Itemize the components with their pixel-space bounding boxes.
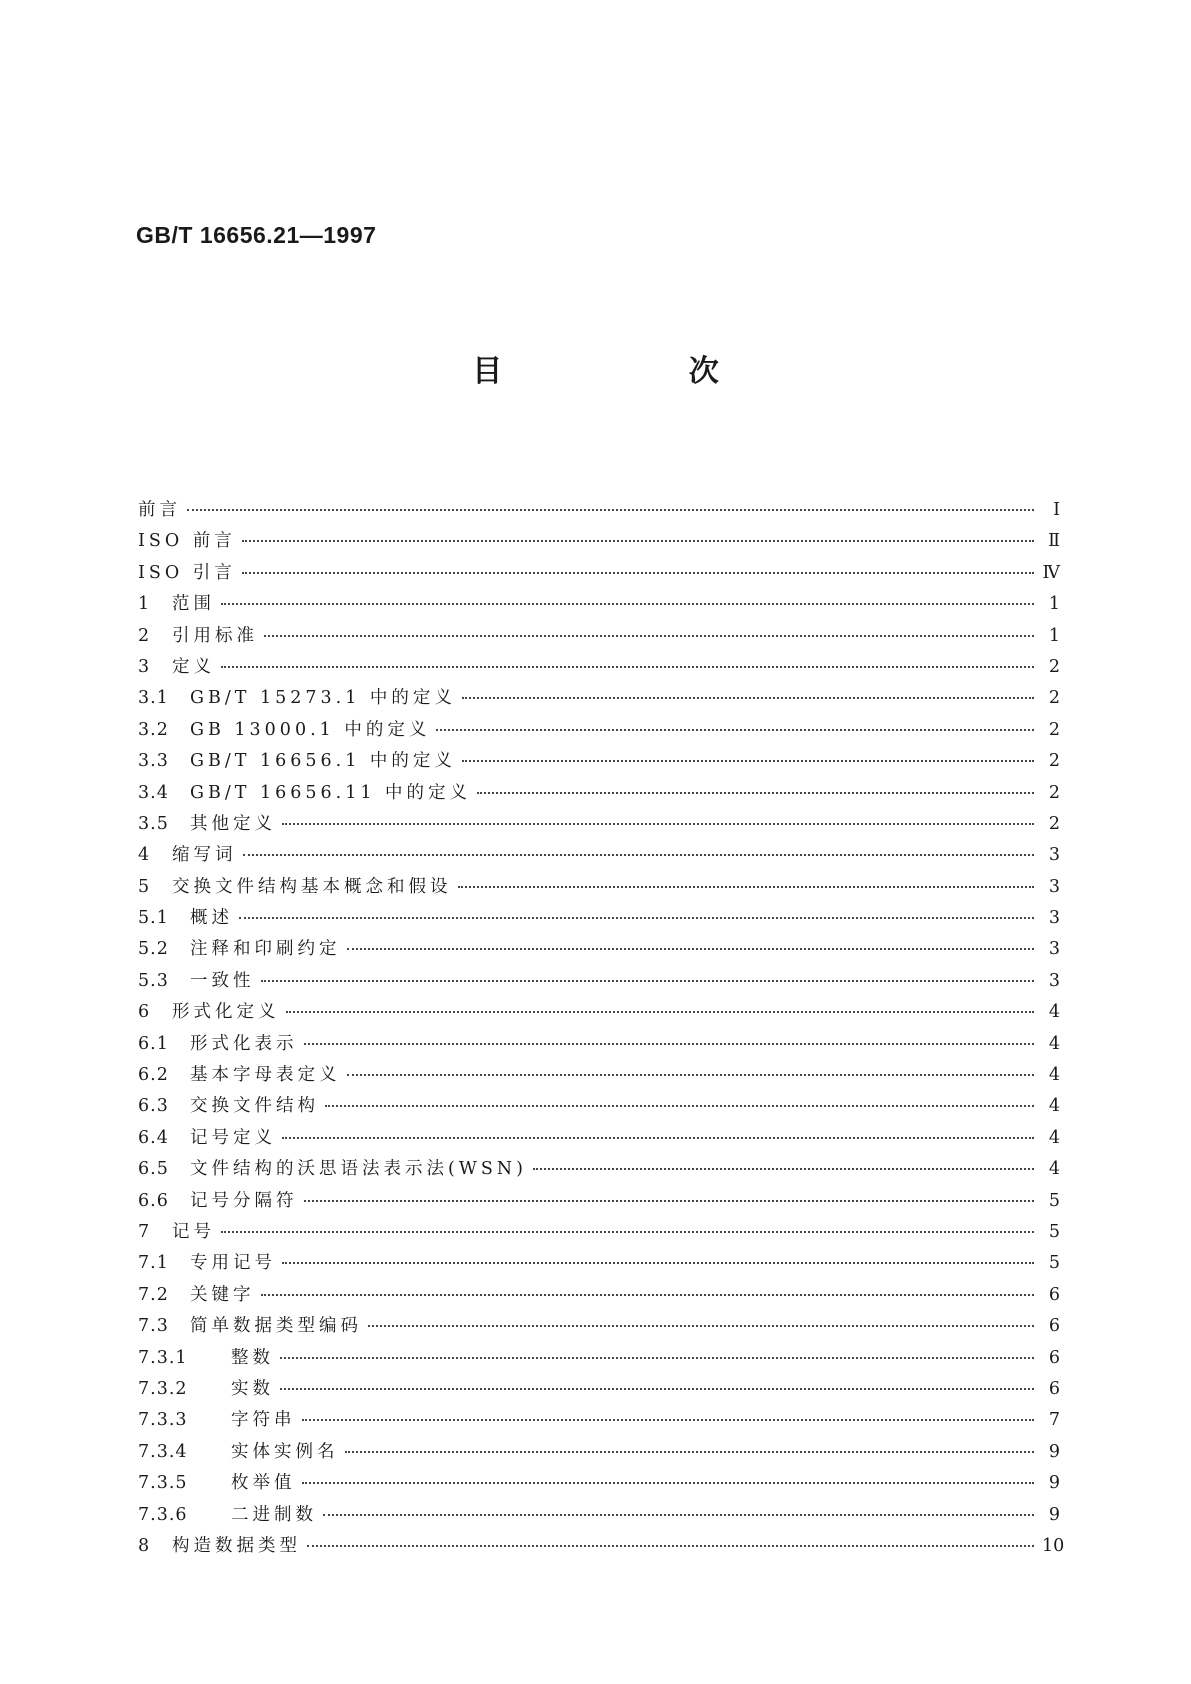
toc-entry-number: 7.3.5 <box>138 1473 188 1494</box>
toc-entry[interactable] <box>138 1124 1060 1155</box>
toc-entry[interactable] <box>138 1501 1060 1532</box>
toc-entry-page-number: 3 <box>1048 876 1060 897</box>
toc-entry-label: GB/T 15273.1 中的定义 <box>190 688 456 709</box>
toc-entry-page-number: 4 <box>1048 1096 1060 1117</box>
toc-entry-label: GB/T 16656.1 中的定义 <box>190 751 456 772</box>
toc-entry-label: 基本字母表定义 <box>190 1065 341 1086</box>
toc-entry-label: 一致性 <box>190 970 255 991</box>
toc-entry-label: 记号分隔符 <box>190 1190 298 1211</box>
dot-leader <box>302 1482 1035 1484</box>
toc-entry-number: 2 <box>138 625 151 646</box>
toc-entry[interactable] <box>138 1092 1060 1123</box>
toc-entry-label: 交换文件结构基本概念和假设 <box>172 876 452 897</box>
dot-leader <box>239 917 1034 919</box>
toc-entry-number: 5.3 <box>138 970 169 991</box>
toc-entry-label: 前言 <box>138 500 181 520</box>
toc-entry-number: 7.3 <box>138 1316 169 1337</box>
toc-entry[interactable] <box>138 1281 1060 1312</box>
dot-leader <box>477 792 1034 794</box>
toc-entry-number: 6.2 <box>138 1065 169 1086</box>
toc-entry-page-number: 4 <box>1048 1065 1060 1086</box>
dot-leader <box>242 572 1034 574</box>
toc-entry[interactable] <box>138 1406 1060 1437</box>
toc-entry-page-number: 6 <box>1048 1378 1060 1399</box>
dot-leader <box>261 980 1035 982</box>
toc-entry-number: 6.1 <box>138 1033 169 1054</box>
dot-leader <box>462 697 1034 699</box>
toc-entry-number: 5.2 <box>138 939 169 960</box>
dot-leader <box>323 1514 1034 1516</box>
toc-entry-label: 二进制数 <box>231 1504 317 1525</box>
toc-entry[interactable] <box>138 590 1060 621</box>
toc-entry-number: 3.3 <box>138 751 169 772</box>
toc-entry-page-number: 3 <box>1048 939 1060 960</box>
toc-entry-label: 关键字 <box>190 1284 255 1305</box>
toc-entry-number: 8 <box>138 1535 151 1556</box>
toc-entry[interactable] <box>138 873 1060 904</box>
toc-entry-page-number: 2 <box>1048 719 1060 740</box>
toc-entry[interactable] <box>138 653 1060 684</box>
toc-entry-page-number: Ⅰ <box>1053 500 1060 520</box>
toc-entry[interactable] <box>138 967 1060 998</box>
toc-entry-number: 7.3.6 <box>138 1504 188 1525</box>
dot-leader <box>462 760 1034 762</box>
toc-entry-number: 6.6 <box>138 1190 169 1211</box>
toc-entry[interactable] <box>138 1469 1060 1500</box>
toc-entry-label: 记号 <box>172 1221 215 1242</box>
dot-leader <box>282 1262 1034 1264</box>
page-title: 目 次 <box>472 354 807 389</box>
dot-leader <box>243 854 1035 856</box>
toc-entry-number: 5 <box>138 876 151 897</box>
toc-entry-number: 3 <box>138 656 151 677</box>
dot-leader <box>436 729 1034 731</box>
dot-leader <box>347 948 1035 950</box>
document-code: GB/T 16656.21—1997 <box>136 222 377 248</box>
toc-entry-page-number: 2 <box>1048 656 1060 677</box>
toc-entry-number: 7 <box>138 1221 151 1242</box>
dot-leader <box>280 1357 1034 1359</box>
toc-entry-number: 3.5 <box>138 813 169 834</box>
toc-entry-label: 定义 <box>172 656 215 677</box>
toc-entry-number: 7.3.4 <box>138 1441 188 1462</box>
toc-entry-label: ISO 前言 <box>138 531 236 552</box>
dot-leader <box>187 509 1034 511</box>
toc-entry-label: 范围 <box>172 594 215 615</box>
toc-entry-page-number: 9 <box>1048 1473 1060 1494</box>
toc-entry-page-number: 5 <box>1048 1253 1060 1274</box>
dot-leader <box>221 666 1034 668</box>
toc-entry-page-number: 6 <box>1048 1284 1060 1305</box>
toc-entry-page-number: 10 <box>1042 1535 1065 1556</box>
dot-leader <box>347 1074 1035 1076</box>
toc-entry-page-number: 4 <box>1048 1033 1060 1054</box>
dot-leader <box>458 886 1035 888</box>
toc-entry-page-number: Ⅱ <box>1048 531 1060 552</box>
dot-leader <box>345 1451 1035 1453</box>
toc-entry[interactable] <box>138 1155 1060 1186</box>
toc-entry-label: 记号定义 <box>190 1127 276 1148</box>
toc-entry-page-number: 5 <box>1048 1221 1060 1242</box>
toc-entry-label: 文件结构的沃思语法表示法(WSN) <box>190 1159 527 1180</box>
toc-entry[interactable] <box>138 527 1060 558</box>
dot-leader <box>304 1200 1035 1202</box>
dot-leader <box>302 1419 1035 1421</box>
toc-entry-label: 字符串 <box>231 1410 296 1431</box>
toc-entry-page-number: 3 <box>1048 908 1060 929</box>
table-of-contents <box>138 496 1065 1563</box>
toc-entry-page-number: 1 <box>1048 594 1060 615</box>
toc-entry-label: GB 13000.1 中的定义 <box>190 719 431 740</box>
toc-entry-number: 5.1 <box>138 908 169 929</box>
toc-entry[interactable] <box>138 1375 1060 1406</box>
toc-entry-number: 7.3.3 <box>138 1410 188 1431</box>
toc-entry-page-number: Ⅳ <box>1042 562 1060 583</box>
dot-leader <box>282 823 1034 825</box>
toc-entry[interactable] <box>138 1532 1065 1563</box>
toc-entry-number: 3.1 <box>138 688 169 709</box>
dot-leader <box>325 1105 1034 1107</box>
toc-entry-label: 简单数据类型编码 <box>190 1316 362 1337</box>
toc-entry[interactable] <box>138 810 1060 841</box>
toc-entry[interactable] <box>138 684 1060 715</box>
toc-entry[interactable] <box>138 841 1060 872</box>
toc-entry-page-number: 5 <box>1048 1190 1060 1211</box>
toc-entry-page-number: 9 <box>1048 1504 1060 1525</box>
toc-entry-label: 交换文件结构 <box>190 1096 319 1117</box>
toc-entry-label: 缩写词 <box>172 845 237 866</box>
toc-entry[interactable] <box>138 998 1060 1029</box>
toc-entry-number: 1 <box>138 594 151 615</box>
toc-entry[interactable] <box>138 496 1060 527</box>
toc-entry-number: 6 <box>138 1002 151 1023</box>
dot-leader <box>307 1545 1034 1547</box>
toc-entry[interactable] <box>138 747 1060 778</box>
dot-leader <box>264 635 1034 637</box>
toc-entry-page-number: 4 <box>1048 1002 1060 1023</box>
toc-entry-number: 7.1 <box>138 1253 169 1274</box>
toc-entry-label: 构造数据类型 <box>172 1535 301 1556</box>
toc-entry[interactable] <box>138 559 1060 590</box>
toc-entry-number: 4 <box>138 845 151 866</box>
toc-entry-number: 7.3.2 <box>138 1378 188 1399</box>
toc-entry-number: 3.2 <box>138 719 169 740</box>
dot-leader <box>221 1231 1034 1233</box>
toc-entry-page-number: 6 <box>1048 1347 1060 1368</box>
toc-entry[interactable] <box>138 1312 1060 1343</box>
toc-entry-number: 6.5 <box>138 1159 169 1180</box>
toc-entry-page-number: 4 <box>1048 1159 1060 1180</box>
dot-leader <box>368 1325 1034 1327</box>
toc-entry[interactable] <box>138 1187 1060 1218</box>
dot-leader <box>242 540 1034 542</box>
toc-entry[interactable] <box>138 1030 1060 1061</box>
toc-entry-label: 实体实例名 <box>231 1441 339 1462</box>
toc-entry-label: 注释和印刷约定 <box>190 939 341 960</box>
toc-entry-page-number: 6 <box>1048 1316 1060 1337</box>
toc-entry-page-number: 2 <box>1048 688 1060 709</box>
toc-entry-label: ISO 引言 <box>138 562 236 583</box>
toc-entry[interactable] <box>138 1218 1060 1249</box>
dot-leader <box>221 603 1034 605</box>
toc-entry-label: 实数 <box>231 1378 274 1399</box>
dot-leader <box>282 1137 1034 1139</box>
toc-entry[interactable] <box>138 1438 1060 1469</box>
toc-entry-label: 其他定义 <box>190 813 276 834</box>
toc-entry-page-number: 2 <box>1048 813 1060 834</box>
toc-entry-page-number: 2 <box>1048 751 1060 772</box>
dot-leader <box>304 1043 1035 1045</box>
toc-entry-page-number: 3 <box>1048 845 1060 866</box>
toc-entry[interactable] <box>138 1344 1060 1375</box>
dot-leader <box>280 1388 1034 1390</box>
toc-entry-label: GB/T 16656.11 中的定义 <box>190 782 472 803</box>
toc-entry[interactable] <box>138 1249 1060 1280</box>
toc-entry-number: 7.3.1 <box>138 1347 188 1368</box>
toc-entry-label: 引用标准 <box>172 625 258 646</box>
toc-entry-label: 整数 <box>231 1347 274 1368</box>
toc-entry[interactable] <box>138 1061 1060 1092</box>
toc-entry-number: 7.2 <box>138 1284 169 1305</box>
toc-entry-page-number: 3 <box>1048 970 1060 991</box>
dot-leader <box>261 1294 1035 1296</box>
toc-entry-number: 6.4 <box>138 1127 169 1148</box>
toc-entry-label: 枚举值 <box>231 1473 296 1494</box>
toc-entry-label: 形式化定义 <box>172 1002 280 1023</box>
toc-entry-number: 3.4 <box>138 782 169 803</box>
toc-entry[interactable] <box>138 779 1060 810</box>
toc-entry-number: 6.3 <box>138 1096 169 1117</box>
toc-entry-label: 专用记号 <box>190 1253 276 1274</box>
toc-entry-label: 形式化表示 <box>190 1033 298 1054</box>
toc-entry[interactable] <box>138 935 1060 966</box>
toc-entry-page-number: 4 <box>1048 1127 1060 1148</box>
toc-entry[interactable] <box>138 622 1060 653</box>
toc-entry-page-number: 7 <box>1048 1410 1060 1431</box>
dot-leader <box>533 1168 1034 1170</box>
toc-entry[interactable] <box>138 716 1060 747</box>
dot-leader <box>286 1011 1035 1013</box>
toc-entry-page-number: 2 <box>1048 782 1060 803</box>
toc-entry-label: 概述 <box>190 908 233 929</box>
toc-entry[interactable] <box>138 904 1060 935</box>
toc-entry-page-number: 9 <box>1048 1441 1060 1462</box>
toc-entry-page-number: 1 <box>1048 625 1060 646</box>
